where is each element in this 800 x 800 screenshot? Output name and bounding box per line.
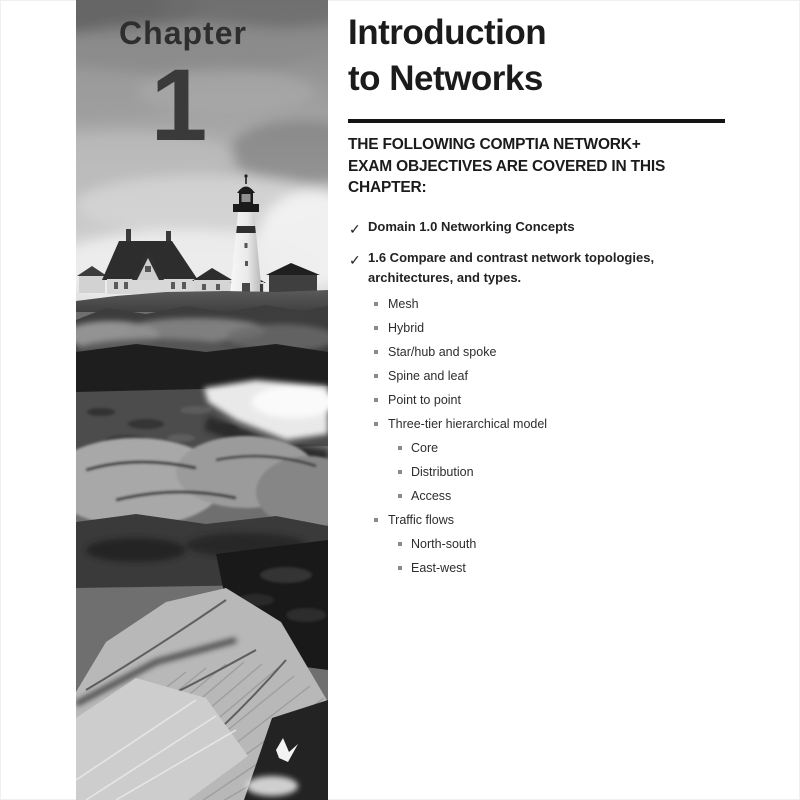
objective-text: Mesh: [388, 296, 419, 311]
chapter-title-line1: Introduction: [348, 13, 547, 52]
objective-text: Access: [411, 488, 452, 503]
square-bullet-icon: [374, 518, 378, 522]
square-bullet-icon: [374, 326, 378, 330]
objectives-heading-line2: EXAM OBJECTIVES ARE COVERED IN THIS: [348, 157, 666, 175]
objective-text: 1.6 Compare and contrast network topologies, architectures, and types.: [368, 249, 655, 285]
square-bullet-icon: [374, 422, 378, 426]
chapter-title: [348, 10, 728, 102]
objective-subitem-star-hub-spoke: [348, 344, 704, 360]
objectives-list: [348, 217, 704, 576]
objective-subitem-mesh: [348, 296, 704, 312]
chapter-label: Chapter: [119, 15, 247, 51]
square-bullet-icon: [398, 566, 402, 570]
objective-subitem-core: [348, 440, 704, 456]
objective-text: Core: [411, 440, 439, 455]
chapter-content: [348, 0, 728, 576]
square-bullet-icon: [374, 374, 378, 378]
objective-text: Hybrid: [388, 320, 425, 335]
objective-subitem-distribution: [348, 464, 704, 480]
objectives-heading-line3: CHAPTER:: [348, 179, 427, 196]
objectives-heading: [348, 134, 728, 199]
objective-text: Traffic flows: [388, 512, 454, 527]
objective-text: Spine and leaf: [388, 368, 468, 383]
chapter-photo: [76, 0, 328, 800]
chapter-number: 1: [150, 48, 208, 162]
objective-subitem-east-west: [348, 560, 704, 576]
objective-subitem-three-tier: [348, 416, 704, 432]
objective-item-1-6: [348, 248, 704, 288]
title-divider-rule: [348, 119, 725, 123]
objective-text: Star/hub and spoke: [388, 344, 497, 359]
objective-subitem-traffic-flows: [348, 512, 704, 528]
objective-text: Point to point: [388, 392, 461, 407]
check-icon: ✓: [349, 251, 361, 268]
objective-text: Distribution: [411, 464, 474, 479]
chapter-header: [76, 0, 328, 162]
chapter-title-line2: to Networks: [348, 59, 543, 98]
square-bullet-icon: [398, 494, 402, 498]
objectives-heading-line1: THE FOLLOWING COMPTIA NETWORK+: [348, 136, 641, 153]
square-bullet-icon: [398, 542, 402, 546]
objective-item-domain: [348, 217, 704, 237]
square-bullet-icon: [374, 398, 378, 402]
check-icon: ✓: [349, 220, 361, 237]
square-bullet-icon: [374, 350, 378, 354]
objective-text: North-south: [411, 536, 477, 551]
objective-subitem-spine-leaf: [348, 368, 704, 384]
objective-text: Domain 1.0 Networking Concepts: [368, 218, 575, 234]
objective-subitem-hybrid: [348, 320, 704, 336]
objective-subitem-point-to-point: [348, 392, 704, 408]
objective-subitem-access: [348, 488, 704, 504]
square-bullet-icon: [398, 446, 402, 450]
objective-subitem-north-south: [348, 536, 704, 552]
square-bullet-icon: [398, 470, 402, 474]
objective-text: East-west: [411, 560, 466, 575]
objective-text: Three-tier hierarchical model: [388, 416, 548, 431]
square-bullet-icon: [374, 302, 378, 306]
